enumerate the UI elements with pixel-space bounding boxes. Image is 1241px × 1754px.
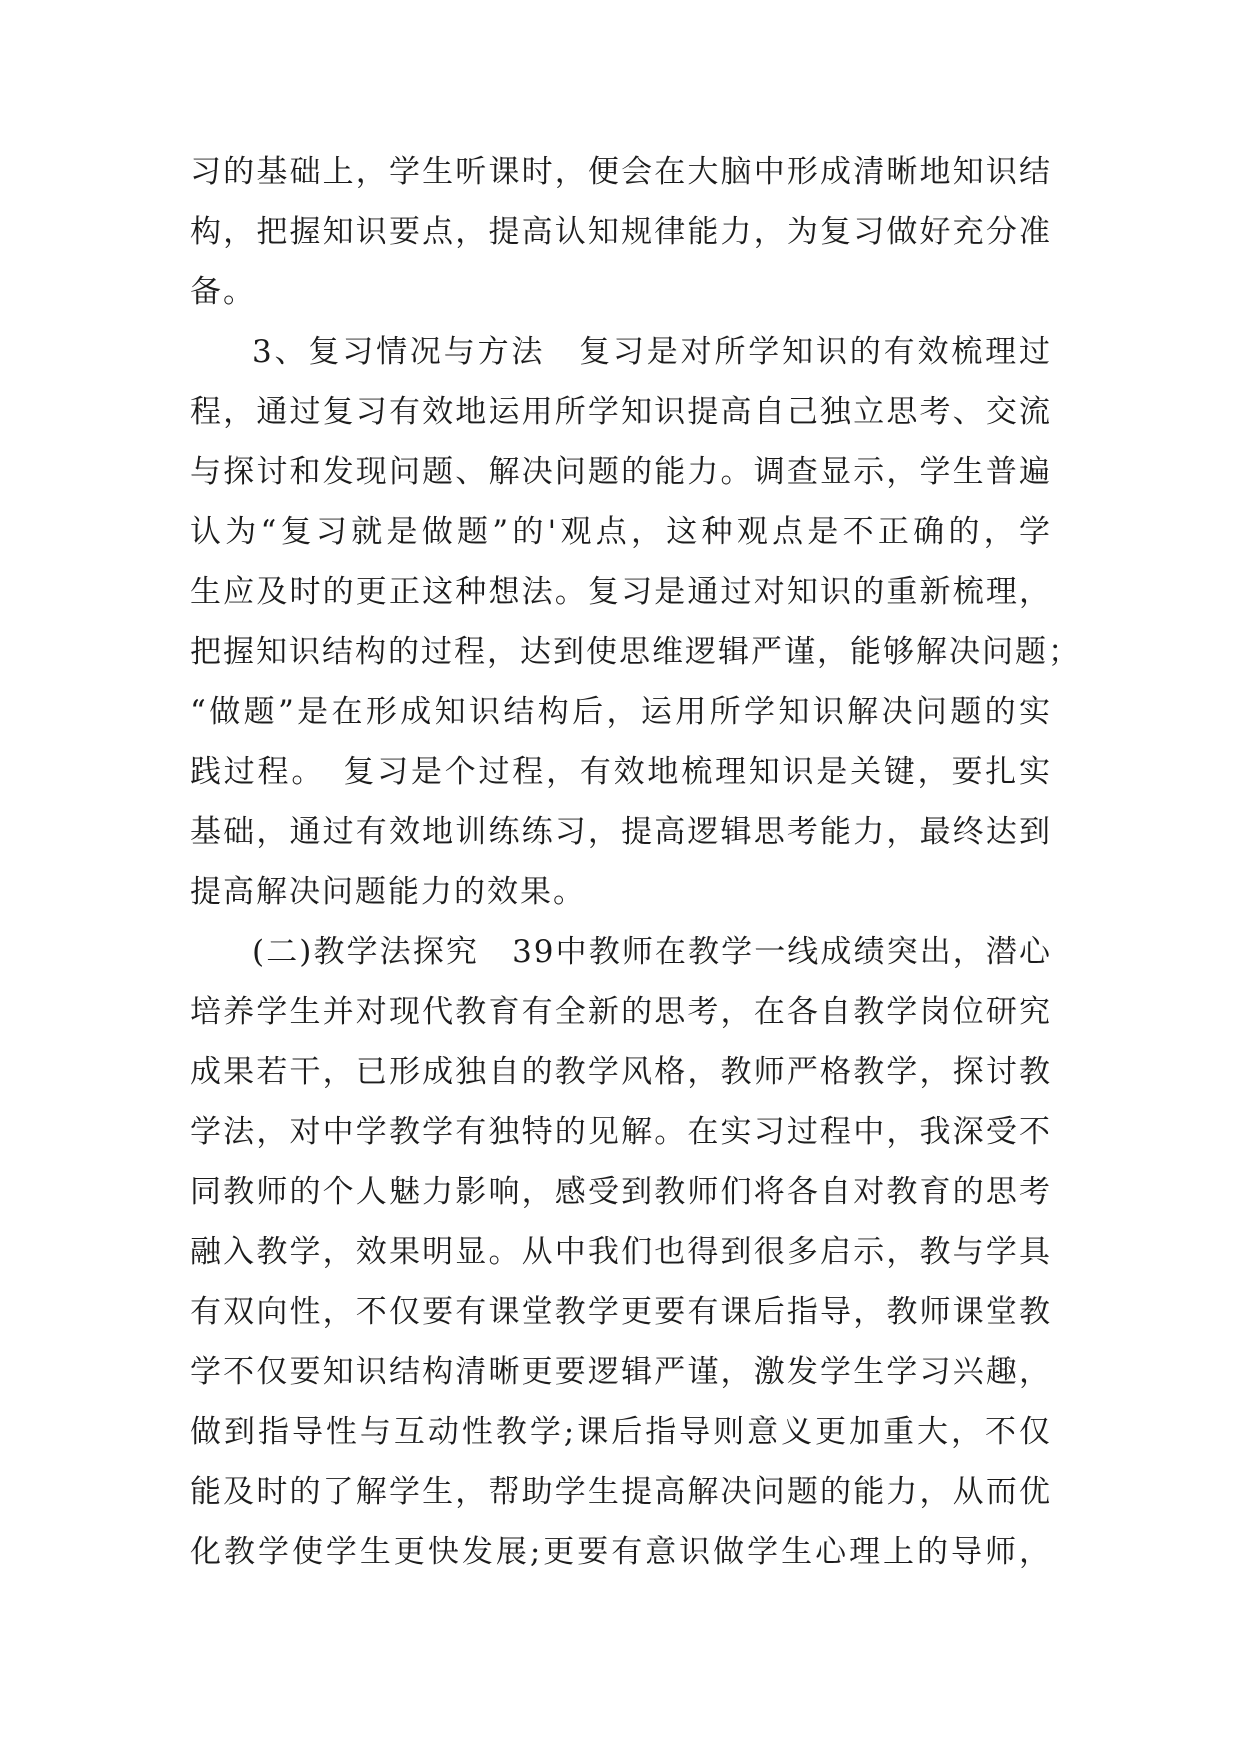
text-line: 做到指导性与互动性教学;课后指导则意义更加重大，不仅 bbox=[190, 1414, 1052, 1450]
text-line: 化教学使学生更快发展;更要有意识做学生心理上的导师， bbox=[190, 1534, 1052, 1570]
text-line: 习的基础上，学生听课时，便会在大脑中形成清晰地知识结 bbox=[190, 154, 1052, 190]
text-line: 学法，对中学教学有独特的见解。在实习过程中，我深受不 bbox=[190, 1114, 1052, 1150]
text-line: 学不仅要知识结构清晰更要逻辑严谨，激发学生学习兴趣， bbox=[190, 1354, 1052, 1390]
text-line: 生应及时的更正这种想法。复习是通过对知识的重新梳理， bbox=[190, 574, 1052, 610]
text-line: 同教师的个人魅力影响，感受到教师们将各自对教育的思考 bbox=[190, 1174, 1052, 1210]
text-line: 程，通过复习有效地运用所学知识提高自己独立思考、交流 bbox=[190, 394, 1052, 430]
text-line: 提高解决问题能力的效果。 bbox=[190, 874, 586, 910]
text-line: 备。 bbox=[190, 274, 256, 310]
text-line: 有双向性，不仅要有课堂教学更要有课后指导，教师课堂教 bbox=[190, 1294, 1052, 1330]
text-line: 融入教学，效果明显。从中我们也得到很多启示，教与学具 bbox=[190, 1234, 1052, 1270]
text-line: 成果若干，已形成独自的教学风格，教师严格教学，探讨教 bbox=[190, 1054, 1052, 1090]
text-line: 践过程。 复习是个过程，有效地梳理知识是关键，要扎实 bbox=[190, 754, 1052, 790]
text-line: 认为“复习就是做题”的'观点，这种观点是不正确的，学 bbox=[190, 514, 1052, 550]
text-line: 能及时的了解学生，帮助学生提高解决问题的能力，从而优 bbox=[190, 1474, 1052, 1510]
text-line: 与探讨和发现问题、解决问题的能力。调查显示，学生普遍 bbox=[190, 454, 1052, 490]
text-line: 基础，通过有效地训练练习，提高逻辑思考能力，最终达到 bbox=[190, 814, 1052, 850]
text-line: “做题”是在形成知识结构后，运用所学知识解决问题的实 bbox=[190, 694, 1052, 730]
text-line: 培养学生并对现代教育有全新的思考，在各自教学岗位研究 bbox=[190, 994, 1052, 1030]
section-heading-line: (二)教学法探究 39中教师在教学一线成绩突出，潜心 bbox=[252, 934, 1052, 970]
text-line: 构，把握知识要点，提高认知规律能力，为复习做好充分准 bbox=[190, 214, 1052, 250]
section-heading-line: 3、复习情况与方法 复习是对所学知识的有效梳理过 bbox=[252, 334, 1052, 370]
text-line: 把握知识结构的过程，达到使思维逻辑严谨，能够解决问题； bbox=[190, 634, 1081, 670]
